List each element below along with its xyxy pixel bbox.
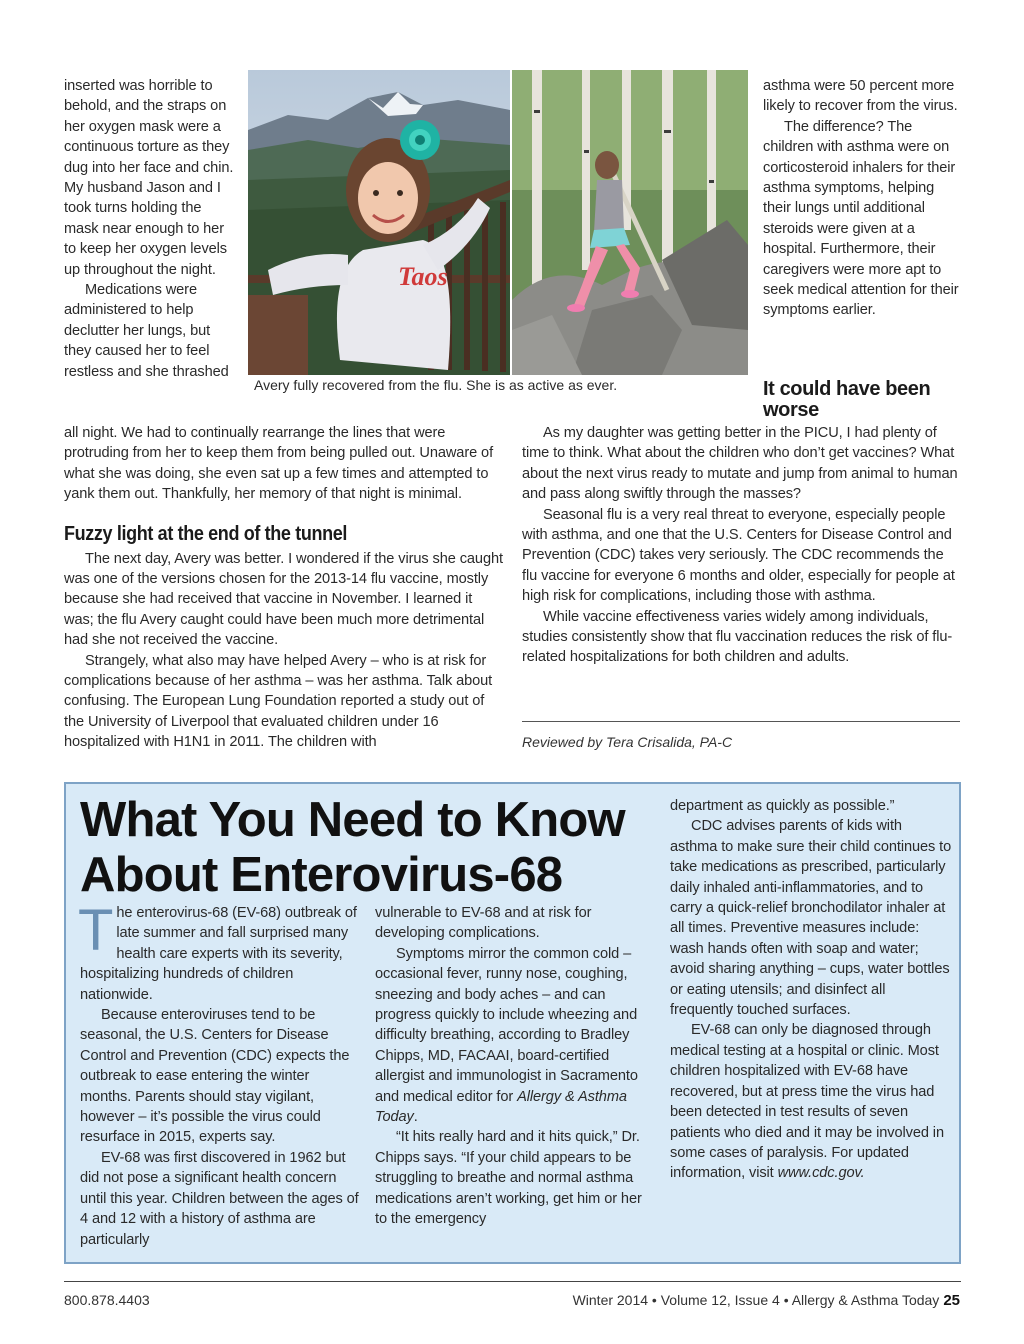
cdc-link[interactable]: www.cdc.gov. [777, 1165, 865, 1182]
article-paragraph: The next day, Avery was better. I wondered if the virus she caught was one of the versions chosen for the 2013-14 flu vaccine, mostly because she had received that vaccine in November. I learned it was; the flu Avery caught could have been much more detrimental had she not received the vaccine. [64, 550, 503, 649]
article-paragraph: While vaccine effectiveness varies widely among individuals, studies consistently show that flu vaccination reduces the risk of flu-related hospitalizations for both children and adults. [522, 608, 953, 666]
photo-climbing-image [512, 70, 748, 375]
photo-overlook-image [248, 70, 510, 375]
sidebar-paragraph: “It hits really hard and it hits quick,” Dr. Chipps says. “If your child appears to be struggling to breathe and normal asthma medications aren’t working, get him or her to the emergency [375, 1129, 642, 1228]
sidebar-title-line: What You Need to Know [80, 793, 625, 847]
article-column-left-bottom [64, 423, 504, 753]
publication-name: Allergy & Asthma Today [375, 1088, 627, 1126]
page-number: 25 [943, 1292, 960, 1309]
subhead-could-have-been-worse: It could have been worse [763, 378, 931, 421]
article-paragraph: asthma were 50 percent more likely to recover from the virus. [763, 78, 958, 115]
sidebar-paragraph: Because enteroviruses tend to be seasonal, the U.S. Centers for Disease Control and Prevention (CDC) expects the outbreak to ease entering the winter months. Parents should stay vigilant, however – it’s possible the virus could resurface in 2015, experts say. [80, 1007, 350, 1146]
sidebar-paragraph: Symptoms mirror the common cold – occasional fever, runny nose, coughing, sneezing and body aches – and can progress quickly to include wheezing and difficulty breathing, according to Bradley Chipps, MD, FACAAI, board-certified allergist and immunologist in Sacramento and medical editor for [375, 945, 638, 1105]
divider-rule [522, 721, 960, 722]
footer-rule [64, 1281, 961, 1282]
photo-avery-climbing [512, 70, 748, 375]
article-paragraph: Medications were administered to help declutter her lungs, but they caused her to feel restless and she thrashed [64, 282, 229, 380]
sidebar-paragraph: CDC advises parents of kids with asthma to make sure their child continues to take medications as prescribed, particularly daily inhaled anti-inflammatories, and to carry a quick-relief bronchodilator inhaler at all times. Preventive measures include: wash hands often with soap and water; avoid sharing anything – cups, water bottles or eating utensils; and disinfect all frequently touched surfaces. [670, 818, 952, 1019]
sidebar-paragraph: EV-68 was first discovered in 1962 but did not pose a significant health concern until this year. Children between the ages of 4 and 12 with a history of asthma are particularly [80, 1149, 359, 1248]
article-column-left-top [64, 76, 236, 382]
hoodie-text: Taos [398, 262, 448, 291]
sidebar-column-3 [670, 796, 952, 1184]
reviewed-by-credit: Reviewed by Tera Crisalida, PA-C [522, 734, 733, 750]
sidebar-paragraph: vulnerable to EV-68 and at risk for developing complications. [375, 905, 592, 942]
article-column-right-bottom [522, 423, 962, 668]
sidebar-paragraph: EV-68 can only be diagnosed through medical testing at a hospital or clinic. Most children hospitalized with EV-68 have recovered, but at press time the virus had been detected in test results of seven patients who died and it may be involved in some cases of paralysis. For updated information, visit [670, 1022, 944, 1182]
drop-cap: T [78, 898, 114, 963]
article-column-right-top [763, 76, 963, 321]
footer-issue-info [573, 1292, 960, 1309]
photo-caption: Avery fully recovered from the flu. She is as active as ever. [254, 377, 618, 393]
photo-avery-overlook [248, 70, 510, 375]
footer-phone: 800.878.4403 [64, 1292, 150, 1308]
sidebar-title [80, 793, 680, 903]
sidebar-paragraph: he enterovirus-68 (EV-68) outbreak of late summer and fall surprised many health care experts with its severity, hospitalizing hundreds of children nationwide. [80, 905, 357, 1003]
sidebar-column-1 [78, 898, 362, 1250]
article-paragraph: As my daughter was getting better in the PICU, I had plenty of time to think. What about the children who don’t get vaccines? What about the next virus ready to mutate and jump from animal to human and pass along swiftly through the masses? [522, 425, 958, 503]
article-paragraph: The difference? The children with asthma were on corticosteroid inhalers for their asthma symptoms, helping their lungs until additional steroids were given at a hospital. Furthermore, their caregivers were more apt to seek medical attention for their symptoms earlier. [763, 118, 959, 319]
article-paragraph: all night. We had to continually rearrange the lines that were protruding from her to keep them from being pulled out. Unaware of what she was doing, she even sat up a few times and attempted to yank them out. Thankfully, her memory of that night is minimal. [64, 425, 494, 503]
subhead-fuzzy-light: Fuzzy light at the end of the tunnel [64, 522, 348, 545]
sidebar-title-line: About Enterovirus-68 [80, 848, 563, 902]
footer-issue-text: Winter 2014 • Volume 12, Issue 4 • Allergy & Asthma Today [572, 1292, 940, 1308]
sidebar-column-2: vulnerable to EV-68 and at risk for developing complications. Symptoms mirror the common cold – occasional fever, runny nose, coughing, sneezing and body aches – and can progress quickly to include wheezing and difficulty breathing, according to Bradley Chipps, MD, FACAAI, board-certified allergist and immunologist in Sacramento and medical editor for Allergy & Asthma Today. “It hits really hard and it hits quick,” Dr. Chipps says. “If your child appears to be struggling to breathe and normal asthma medications aren’t working, get him or her to the emergency [375, 903, 657, 1230]
article-paragraph: Seasonal flu is a very real threat to everyone, especially people with asthma, and one that the U.S. Centers for Disease Control and Prevention (CDC) takes very seriously. The CDC recommends the flu vaccine for everyone 6 months and older, especially for people at high risk for complications, including those with asthma. [522, 506, 955, 605]
sidebar-paragraph: department as quickly as possible.” [670, 798, 895, 814]
article-paragraph: Strangely, what also may have helped Avery – who is at risk for complications because of her asthma – was her asthma. Talk about confusing. The European Lung Foundation reported a study out of the University of Liverpool that evaluated children under 16 hospitalized with H1N1 in 2011. The children with [64, 652, 493, 751]
article-paragraph: inserted was horrible to behold, and the straps on her oxygen mask were a continuous torture as they dug into her face and chin. My husband Jason and I took turns holding the mask near enough to her to keep her oxygen levels up throughout the night. [64, 78, 234, 278]
